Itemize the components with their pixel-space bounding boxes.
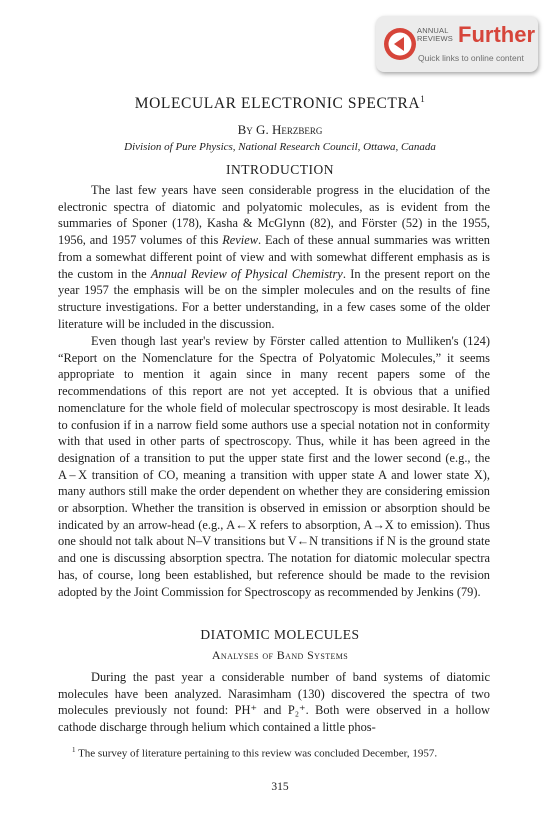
further-tagline: Quick links to online content: [418, 53, 524, 63]
subsection-heading-analyses: Analyses of Band Systems: [211, 648, 349, 662]
annual-reviews-logo-icon: [382, 26, 418, 62]
article-title: MOLECULAR ELECTRONIC SPECTRA$^1$: [134, 94, 426, 113]
further-badge[interactable]: [376, 16, 538, 72]
footnote-mark: 1: [72, 746, 76, 754]
footnote: $^1$ The survey of literature pertaining to this review was concluded December, 1957.: [72, 746, 438, 760]
paragraph-diatomic-1: During the past year a considerable number of band systems of diatomic molecules have been analyzed. Narasimham (130) discovered the spectra of two molecules previously not found: PH⁺ and P₂⁺. Both were observed in a hollow cathode discharge through helium which contained a little phos-: [58, 670, 490, 735]
paragraph-intro-1: The last few years have seen considerable progress in the elucidation of the electronic spectra of diatomic and polyatomic molecules, as is evident from the summaries of Sponer (178), Kasha & McGlynn (82), and Förster (52) in the 1955, 1956, and 1957 volumes of this Review. Each of these annual summaries was written from a somewhat different point of view and with somewhat different emphasis as is the custom in the Annual Review of Physical Chemistry. In the present report on the year 1957 the emphasis will be on the simpler molecules and on the results of fine structure investigations. For a better understanding, in a few cases some of the older literature will be included in the discussion.: [58, 183, 490, 331]
publisher-name: ANNUAL REVIEWS: [417, 26, 453, 43]
title-footnote-mark: 1: [420, 94, 426, 104]
section-heading-introduction: INTRODUCTION: [226, 162, 334, 177]
page-number: 315: [271, 781, 289, 793]
paragraph-intro-2: Even though last year's review by Förster called attention to Mulliken's (124) “Report on the Nomenclature for the Spectra of Polyatomic Molecules,” it seems appropriate to mention it again since in many recent papers some of the recommendations of this report are not yet accepted. It is obvious that a unified nomenclature for the whole field of molecular spectroscopy is most desirable. It leads to confusion if in a narrow field some authors use a special notation not in conformity with that used in other parts of spectroscopy. Thus, while it has been agreed in the designation of a transition to put the upper state first and the lower second (e.g., the A – X transition of CO, meaning a transition with upper state A and lower state X), many authors still make the order dependent on whether they are considering emission or absorption. Whether the transition is observed in emission or absorption should be indicated by an arrow-head (e.g., A←X refers to absorption, A→X to emission). Thus one should not talk about N–V transitions but V←N transitions if N is the ground state and one is discussing absorption spectra. The notation for diatomic molecular spectra has, of course, long been established, but reference should be made to the revision adopted by the Joint Commission for Spectroscopy as recommended by Jenkins (79).: [58, 334, 490, 599]
author-line: By G. Herzberg: [237, 122, 323, 137]
further-brand: Further: [458, 22, 535, 47]
author-affiliation: Division of Pure Physics, National Research Council, Ottawa, Canada: [124, 141, 436, 153]
section-heading-diatomic: DIATOMIC MOLECULES: [200, 627, 360, 642]
